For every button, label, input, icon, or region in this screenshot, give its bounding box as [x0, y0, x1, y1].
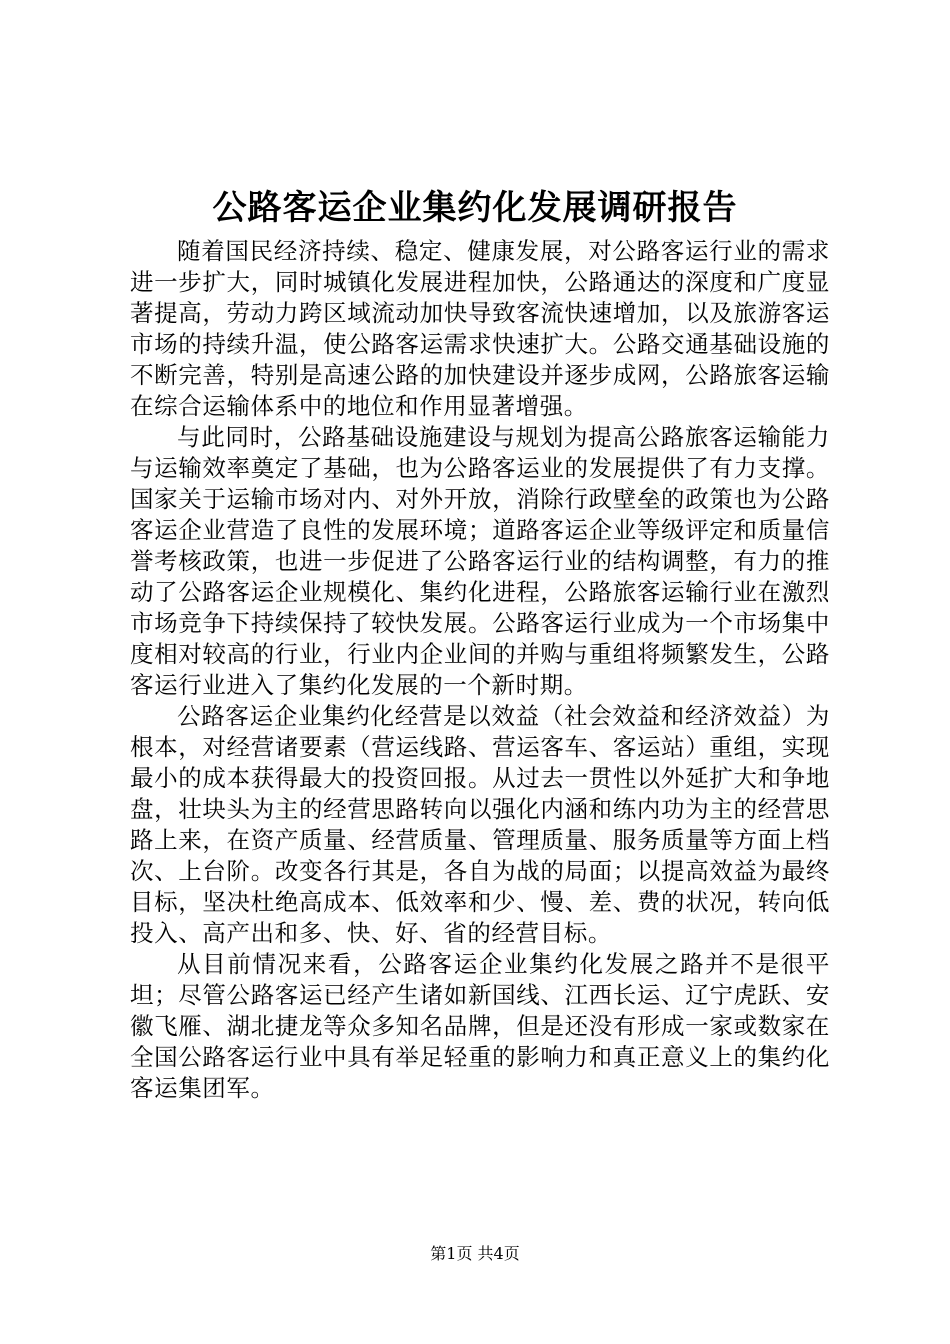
paragraph-3: 公路客运企业集约化经营是以效益（社会效益和经济效益）为根本，对经营诸要素（营运线路、营运客车、客运站）重组，实现最小的成本获得最大的投资回报。从过去一贯性以外延扩大和争地盘，壮块头为主的经营思路转向以强化内涵和练内功为主的经营思路上来，在资产质量、经营质量、管理质量、服务质量等方面上档次、上台阶。改变各行其是，各自为战的局面；以提高效益为最终目标，坚决杜绝高成本、低效率和少、慢、差、费的状况，转向低投入、高产出和多、快、好、省的经营目标。: [130, 702, 830, 947]
document-title: 公路客运企业集约化发展调研报告: [212, 188, 738, 228]
page-number-footer: 第1页 共4页: [430, 1244, 520, 1263]
paragraph-4: 从目前情况来看，公路客运企业集约化发展之路并不是很平坦；尽管公路客运已经产生诸如新国线、江西长运、辽宁虎跃、安徽飞雁、湖北捷龙等众多知名品牌，但是还没有形成一家或数家在全国公路客运行业中具有举足轻重的影响力和真正意义上的集约化客运集团军。: [130, 950, 830, 1102]
document-body: [130, 236, 830, 1104]
paragraph-1: 随着国民经济持续、稳定、健康发展，对公路客运行业的需求进一步扩大，同时城镇化发展进程加快，公路通达的深度和广度显著提高，劳动力跨区域流动加快导致客流快速增加，以及旅游客运市场的持续升温，使公路客运需求快速扩大。公路交通基础设施的不断完善，特别是高速公路的加快建设并逐步成网，公路旅客运输在综合运输体系中的地位和作用显著增强。: [130, 237, 830, 420]
paragraph-2: 与此同时，公路基础设施建设与规划为提高公路旅客运输能力与运输效率奠定了基础，也为公路客运业的发展提供了有力支撑。国家关于运输市场对内、对外开放，消除行政壁垒的政策也为公路客运企业营造了良性的发展环境；道路客运企业等级评定和质量信誉考核政策，也进一步促进了公路客运行业的结构调整，有力的推动了公路客运企业规模化、集约化进程，公路旅客运输行业在激烈市场竞争下持续保持了较快发展。公路客运行业成为一个市场集中度相对较高的行业，行业内企业间的并购与重组将频繁发生，公路客运行业进入了集约化发展的一个新时期。: [130, 423, 830, 699]
